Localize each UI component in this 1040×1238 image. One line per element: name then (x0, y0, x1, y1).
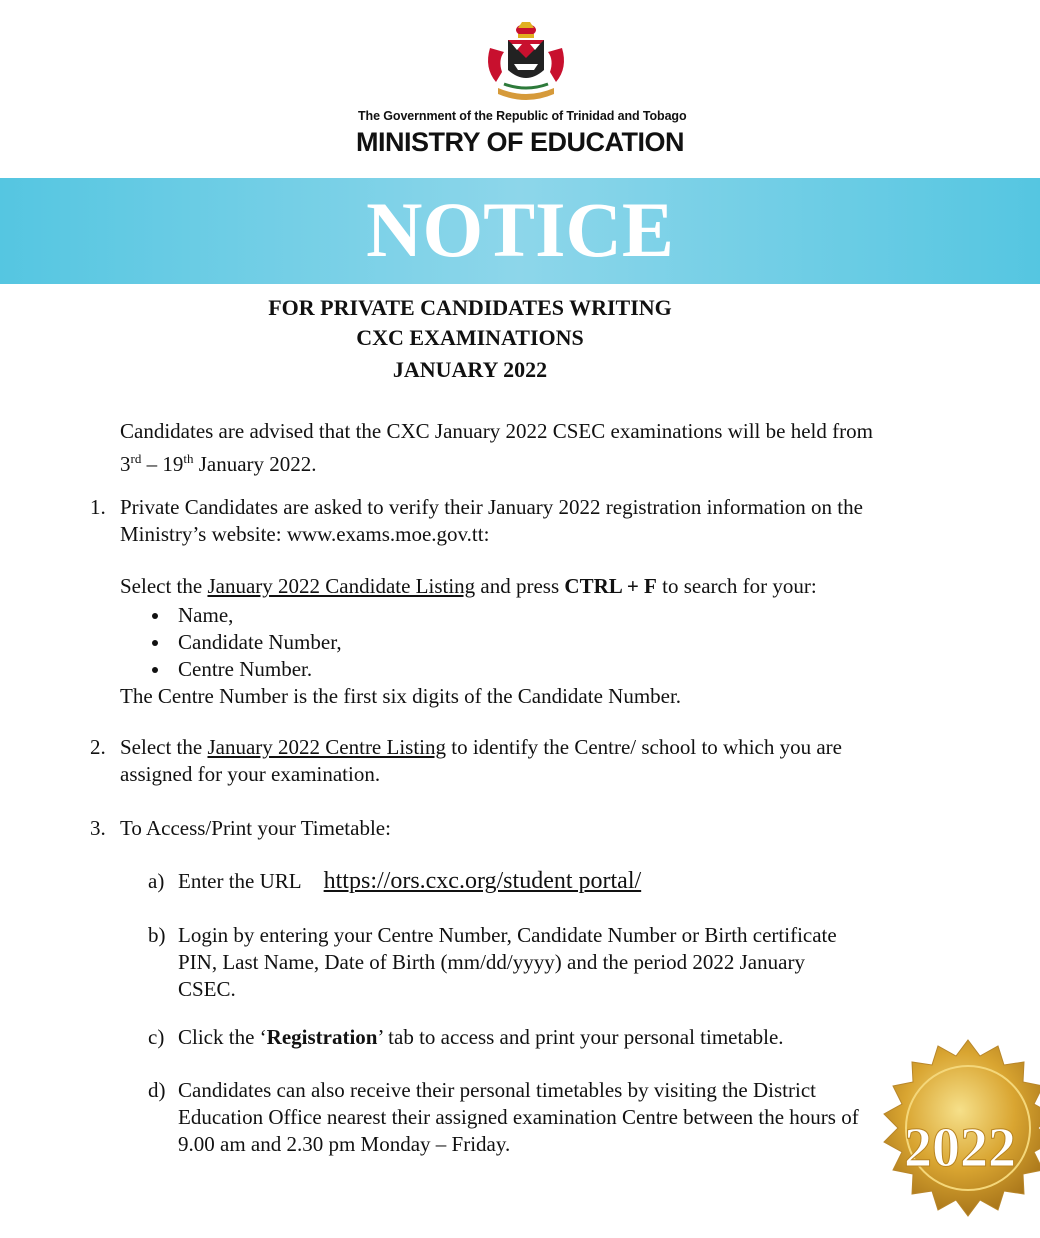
select-suffix: to search for your: (656, 574, 817, 598)
notice-title: NOTICE (366, 186, 674, 273)
list-item-text: Candidate Number, (178, 630, 342, 654)
sub-b-text: Login by entering your Centre Number, Candidate Number or Birth certificate PIN, Last Name, Date of Birth (mm/dd/yyyy) and the period 2022 January CSEC. (178, 923, 837, 1001)
list-item-text: Centre Number. (178, 657, 313, 681)
sub-d-label: d) (148, 1078, 166, 1102)
intro-text-before: Candidates are advised that the CXC January 2022 CSEC examinations will be held from 3 (120, 419, 873, 476)
item-3-number: 3. (90, 816, 106, 840)
government-line: The Government of the Republic of Trinidad and Tobago (358, 109, 687, 123)
item-2-number: 2. (90, 735, 106, 759)
sub-c-text (178, 1024, 878, 1051)
search-fields-list (148, 602, 342, 683)
intro-text-after: January 2022. (193, 452, 317, 476)
centre-listing-link[interactable]: January 2022 Centre Listing (207, 735, 447, 759)
sub-c-label: c) (148, 1025, 165, 1049)
student-portal-url-link[interactable]: https://ors.cxc.org/student portal/ (323, 868, 642, 894)
bullet-icon (152, 640, 158, 646)
select-mid: and press (475, 574, 565, 598)
sub-c-suffix: ’ tab to access and print your personal timetable. (377, 1025, 784, 1049)
gold-seal-icon (868, 1038, 1040, 1238)
item-1-text: Private Candidates are asked to verify their January 2022 registration information on the Ministry’s website: www.exams.moe.gov.tt: (120, 495, 863, 546)
seal-year: 2022 (904, 1117, 1016, 1179)
intro-sup-rd: rd (130, 451, 142, 466)
intro-sup-th: th (183, 451, 194, 466)
list-item (148, 656, 342, 683)
sub-b-label: b) (148, 923, 166, 947)
item-2-suffix: to identify the Centre/ school to which you are assigned for your examination. (120, 735, 843, 786)
sub-a-text (178, 868, 641, 895)
item-1-number: 1. (90, 495, 106, 519)
heading-line-1: FOR PRIVATE CANDIDATES WRITING (268, 295, 672, 320)
item-3-text: To Access/Print your Timetable: (120, 816, 391, 840)
bullet-icon (152, 667, 158, 673)
heading-line-2: CXC EXAMINATIONS (356, 325, 584, 350)
ministry-title: MINISTRY OF EDUCATION (356, 127, 685, 157)
sub-c-prefix: Click the ‘ (178, 1025, 267, 1049)
item-2-prefix: Select the (120, 735, 208, 759)
centre-number-note: The Centre Number is the first six digits of the Candidate Number. (120, 684, 682, 708)
sub-d-text: Candidates can also receive their personal timetables by visiting the District Education Office nearest their assigned examination Centre between the hours of 9.00 am and 2.30 pm Monday – Friday. (178, 1078, 859, 1156)
registration-tab-label: Registration (266, 1025, 378, 1049)
intro-dash: – 19 (141, 452, 184, 476)
sub-a-label: a) (148, 869, 165, 893)
bullet-icon (152, 613, 158, 619)
candidate-listing-link[interactable]: January 2022 Candidate Listing (207, 574, 476, 598)
sub-a-prefix: Enter the URL (178, 869, 302, 893)
item-1-select-line (120, 573, 920, 600)
item-2-text (120, 734, 900, 788)
intro-paragraph (120, 418, 880, 478)
list-item-text: Name, (178, 603, 234, 627)
ctrl-f-keys: CTRL + F (564, 574, 657, 598)
heading-line-3: JANUARY 2022 (392, 357, 548, 382)
list-item (148, 602, 342, 629)
coat-of-arms-icon (478, 18, 574, 108)
list-item (148, 629, 342, 656)
select-prefix: Select the (120, 574, 208, 598)
